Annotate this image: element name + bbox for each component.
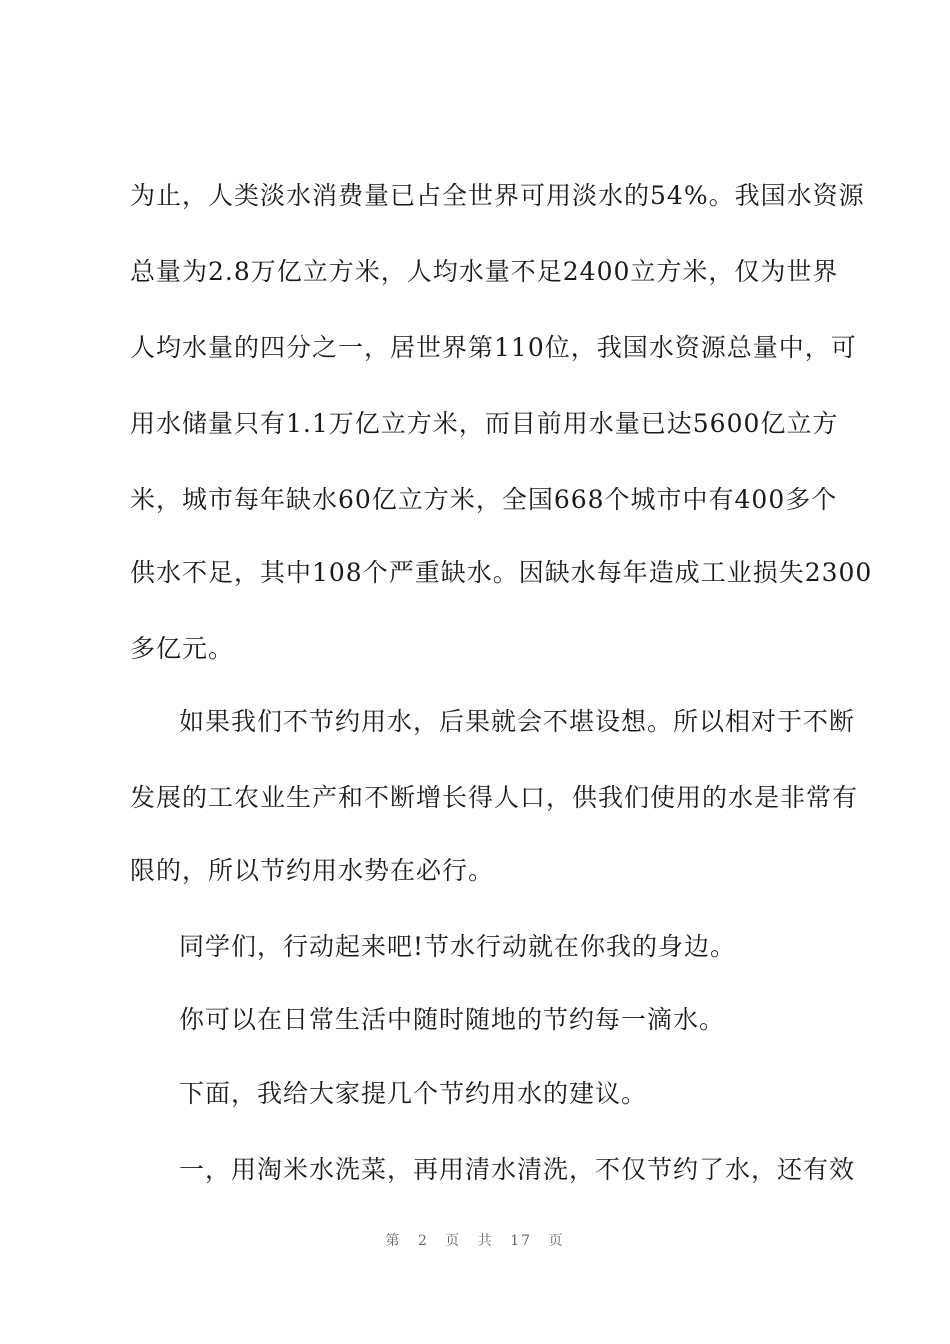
paragraph-line: 多亿元。 (130, 634, 235, 663)
paragraph-line: 下面，我给大家提几个节约用水的建议。 (179, 1079, 648, 1108)
paragraph-line: 你可以在日常生活中随时随地的节约每一滴水。 (179, 1005, 726, 1034)
paragraph-line: 供水不足，其中108个严重缺水。因缺水每年造成工业损失2300 (130, 558, 873, 587)
paragraph-line: 同学们，行动起来吧!节水行动就在你我的身边。 (179, 932, 737, 961)
paragraph-line: 人均水量的四分之一，居世界第110位，我国水资源总量中，可 (130, 333, 857, 362)
paragraph-line: 为止，人类淡水消费量已占全世界可用淡水的54%。我国水资源 (130, 181, 865, 210)
paragraph-line: 发展的工农业生产和不断增长得人口，供我们使用的水是非常有 (130, 783, 859, 812)
paragraph-line: 如果我们不节约用水，后果就会不堪设想。所以相对于不断 (179, 707, 856, 736)
paragraph-line: 限的，所以节约用水势在必行。 (130, 856, 495, 885)
paragraph-line: 用水储量只有1.1万亿立方米，而目前用水量已达5600亿立方 (130, 409, 839, 438)
paragraph-line: 总量为2.8万亿立方米，人均水量不足2400立方米，仅为世界 (130, 257, 839, 286)
paragraph-line: 米，城市每年缺水60亿立方米，全国668个城市中有400多个 (130, 485, 838, 514)
paragraph-line: 一，用淘米水洗菜，再用清水清洗，不仅节约了水，还有效 (179, 1155, 856, 1184)
page-footer: 第 2 页 共 17 页 (385, 1233, 565, 1249)
